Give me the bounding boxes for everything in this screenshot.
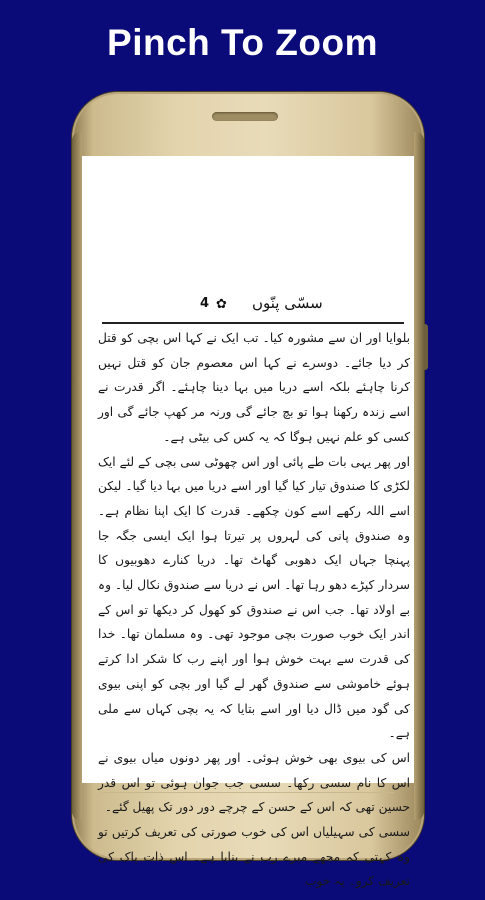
page-number: 4 [200, 296, 210, 311]
book-text-body [98, 326, 410, 894]
phone-right-edge [414, 132, 424, 820]
running-title: سسّی پنّوں [252, 294, 323, 312]
phone-speaker-grille [212, 112, 278, 121]
book-page-viewer[interactable] [82, 156, 414, 889]
paragraph: اس کی بیوی بھی خوش ہوئی۔ اور پھر دونوں میاں بیوی نے اس کا نام سسی رکھا۔ سسی جب جوان ہوئی تو اس قدر حسین تھی کہ اس کے حسن کے چرچے دور دور تک پھیل گئے۔ [98, 750, 410, 815]
phone-frame [72, 92, 424, 889]
bottom-bezel [102, 792, 394, 793]
ornament-icon: ✿ [216, 297, 227, 312]
phone-side-button [424, 324, 428, 370]
phone-left-edge [72, 132, 82, 820]
paragraph: بلوایا اور ان سے مشورہ کیا۔ تب ایک نے کہا اس بچی کو قتل کر دیا جائے۔ دوسرے نے کہا اس معصوم جان کو قتل نہیں کرنا چاہئے بلکہ اسے دریا میں بہا دینا چاہئے۔ اگر قدرت نے اسے زندہ رکھنا ہوا تو بچ جائے گی ورنہ مر کھپ جائے گی اور کسی کو علم نہیں ہوگا کہ یہ کس کی بیٹی ہے۔ [98, 331, 410, 444]
paragraph: اور پھر یہی بات طے پائی اور اس چھوٹی سی بچی کے لئے ایک لکڑی کا صندوق تیار کیا گیا اور اسے دریا میں بہا دیا گیا۔ لیکن اسے اللہ رکھے اسے کون چکھے۔ قدرت کا ایک اپنا نظام ہے۔ وہ صندوق پانی کی لہروں پر تیرتا ہوا ایک ایسی جگہ جا پہنچا جہاں ایک دھوبی گھاٹ تھا۔ دریا کنارے دھوبیوں کا سردار کپڑے دھو رہا تھا۔ اس نے دریا سے صندوق نکال لیا۔ وہ بے اولاد تھا۔ جب اس نے صندوق کو کھول کر دیکھا تو اس کے اندر ایک خوب صورت بچی موجود تھی۔ وہ مسلمان تھا۔ خدا کی قدرت سے بہت خوش ہوا اور اپنے رب کا شکر ادا کرتے ہوئے خاموشی سے صندوق گھر لے گیا اور بچی کو اپنی بیوی کی گود میں ڈال دیا اور اسے بتایا کہ یہ بچی کہاں سے ملی ہے۔ [98, 454, 410, 741]
page-header [102, 296, 402, 316]
promo-headline: Pinch To Zoom [107, 22, 378, 63]
header-rule [102, 322, 404, 324]
paragraph: سسی کی سہیلیاں اس کی خوب صورتی کی تعریف کرتیں تو وہ کہتی کہ مجھے میرے رب نے بنایا ہے۔ اس ذات پاک کی تعریف کرو۔ یہ خوب [98, 825, 410, 889]
